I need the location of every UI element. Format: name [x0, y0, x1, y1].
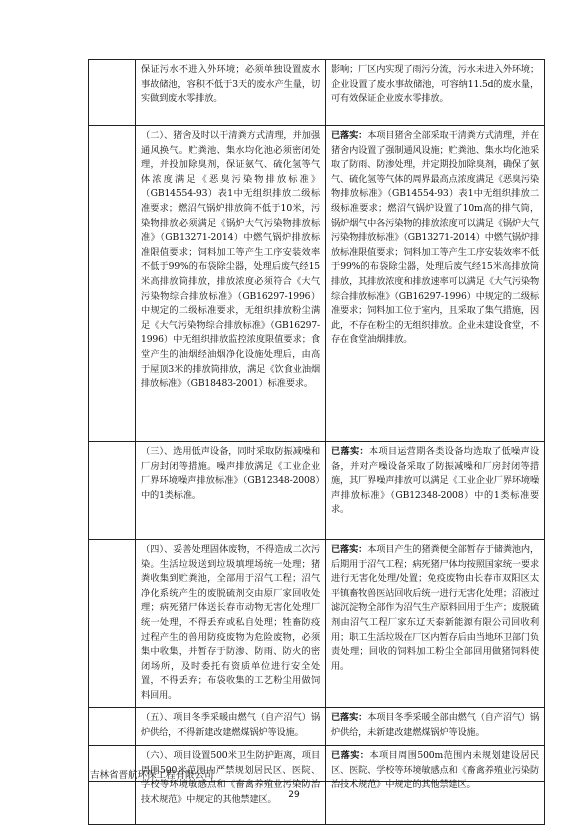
- table-row: [89, 708, 544, 746]
- row-label-cell: [89, 60, 136, 125]
- row-label-cell: [89, 442, 136, 539]
- implementation-cell: [326, 60, 544, 125]
- page-number: 29: [288, 790, 300, 800]
- requirement-cell: （五）、项目冬季采暖由燃气（自产沼气）锅炉供给，不得新建改建燃煤锅炉等设施。: [136, 708, 326, 745]
- implementation-text: 本项目周围500m范围内未规划建设居民区、医院、学校等环境敏感点和《畜禽养殖业污染防治技术规范》中规定的其他禁建区。: [331, 750, 539, 791]
- table-row: [89, 60, 544, 126]
- table-row: [89, 746, 544, 824]
- status-label: 已落实：: [331, 446, 369, 457]
- row-label-cell: [89, 126, 136, 441]
- requirement-cell: （四）、妥善处理固体废物，不得造成二次污染。生活垃圾送到垃圾填埋场统一处理；猪粪收集到贮粪池，全部用于沼气工程；沼气净化系统产生的废脱硫剂交由原厂家回收处理；病死猪尸体送长春市动物无害化处理厂统一处理，不得丢弃或私自处理；牲畜防疫过程产生的兽用防疫废物为危险废物，必须集中收集，并暂存于防渗、防雨、防火的密闭场所，及时委托有资质单位进行安全处置，不得丢弃；布袋收集的工艺粉尘用做饲料回用。: [136, 540, 326, 707]
- company-name: 吉林省晋航环保工程有限公司: [90, 770, 214, 781]
- implementation-cell: [326, 746, 544, 824]
- implementation-text: 本项目产生的猪粪便全部暂存于储粪池内，后期用于沼气工程；病死猪尸体均按照国家统一要求进行无害化处理/处置；免疫废物由长春市双阳区太平镇畜牧兽医站回收后统一进行无害化处理；沼液过滤沉淀物全部作为沼气生产原料回用于生产；废脱硫剂由沼气工程厂家东辽天泰新能源有限公司回收利用；职工生活垃圾在厂区内暂存后由当地环卫部门负责处理；回收的饲料加工粉尘全部回用做猪饲料使用。: [331, 544, 540, 672]
- row-label-cell: [89, 746, 136, 824]
- table-row: [89, 442, 544, 540]
- implementation-cell: [326, 126, 544, 441]
- status-label: 已落实：: [331, 130, 368, 141]
- implementation-text: 本项目运营期各类设备均选取了低噪声设备，并对产噪设备采取了防振减噪和厂房封闭等措施，其厂界噪声排放可以满足《工业企业厂界环境噪声排放标准》（GB12348-2008）中的1类标准要求。: [331, 446, 539, 516]
- requirement-cell: （二）、猪舍及时以干清粪方式清理，并加强通风换气。贮粪池、集水均化池必须密闭处理，并投加除臭剂，保证氨气、硫化氢等气体浓度满足《恶臭污染物排放标准》（GB14554-93）表1中无组织排放二级标准要求；燃沼气锅炉排放筒不低于10米，污染物排放必须满足《锅炉大气污染物排放标准》（GB13271-2014）中燃气锅炉排放标准限值要求；饲料加工等产生工序安装效率不低于99%的布袋除尘器，处理后废气经15米高排放筒排放，排放浓度必须符合《大气污染物综合排放标准》（GB16297-1996）中规定的二级标准要求，无组织排放粉尘满足《大气污染物综合排放标准》（GB16297-1996）中无组织排放监控浓度限值要求；食堂产生的油烟经油烟净化设施处理后，由高于屋顶3米的排放筒排放，满足《饮食业油烟排放标准》（GB18483-2001）标准要求。: [136, 126, 326, 441]
- implementation-cell: [326, 442, 544, 539]
- footer-divider: [88, 781, 545, 782]
- status-label: 已落实：: [331, 712, 368, 723]
- table-row: [89, 126, 544, 442]
- compliance-table: [88, 59, 545, 825]
- requirement-cell: 保证污水不进入外环境；必须单独设置废水事故储池，容积不低于3天的废水产生量，切实做到废水零排放。: [136, 60, 326, 125]
- implementation-text: 本项目冬季采暖全部由燃气（自产沼气）锅炉供给，未新建改建燃煤锅炉等设施。: [331, 712, 540, 738]
- implementation-text: 影响；厂区内实现了雨污分流，污水未进入外环境；企业设置了废水事故储池，可容纳11.5d的废水量，可有效保证企业废水零排放。: [331, 64, 539, 105]
- status-label: 已落实：: [331, 544, 368, 555]
- requirement-cell: （三）、选用低声设备，同时采取防振减噪和厂房封闭等措施。噪声排放满足《工业企业厂界环境噪声排放标准》（GB12348-2008）中的1类标准。: [136, 442, 326, 539]
- row-label-cell: [89, 540, 136, 707]
- implementation-cell: [326, 540, 544, 707]
- status-label: 已落实：: [331, 750, 370, 761]
- row-label-cell: [89, 708, 136, 745]
- implementation-text: 本项目猪舍全部采取干清粪方式清理，并在猪舍内设置了强制通风设施；贮粪池、集水均化池采取了防雨、防渗处理，并定期投加除臭剂，确保了氨气、硫化氢等气体的周界最高点浓度满足《恶臭污染物排放标准》（GB14554-93）表1中无组织排放二级标准要求；燃沼气锅炉设置了10m高的排气筒，锅炉烟气中各污染物的排放浓度可以满足《锅炉大气污染物排放标准》（GB13271-2014）中燃气锅炉排放标准限值要求；饲料加工等产生工序安装效率不低于99%的布袋除尘器，处理后废气经15米高排放筒排放，其排放浓度和排放速率可以满足《大气污染物综合排放标准》（GB16297-1996）中规定的二级标准要求；饲料加工位于室内，且采取了集气措施，因此，不存在粉尘的无组织排放。企业未建设食堂，不存在食堂油烟排放。: [331, 130, 540, 346]
- table-row: [89, 540, 544, 708]
- requirement-cell: （六）、项目设置500米卫生防护距离，项目周围500米范围内严禁规划居民区、医院、学校等环境敏感点和《畜禽养殖业污染防治技术规范》中规定的其他禁建区。: [136, 746, 326, 824]
- implementation-cell: [326, 708, 544, 745]
